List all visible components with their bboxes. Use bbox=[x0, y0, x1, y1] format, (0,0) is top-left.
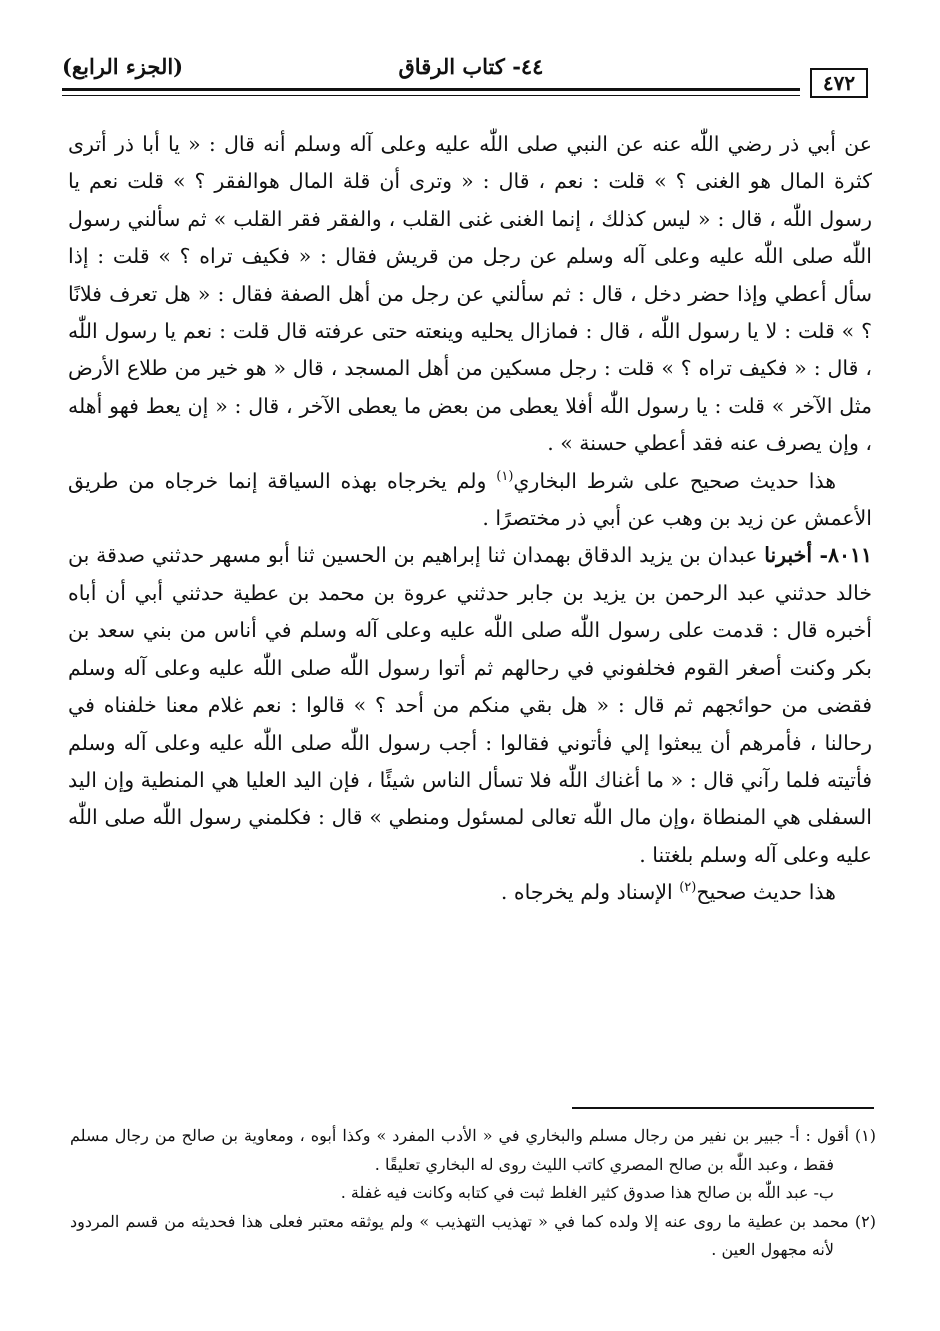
footnote-divider bbox=[572, 1107, 874, 1109]
grading-paragraph-1 bbox=[68, 463, 872, 538]
page-number: ٤٧٢ bbox=[810, 68, 868, 98]
footnote-1: (١) أقول : أ- جبير بن نفير من رجال مسلم والبخاري في « الأدب المفرد » وكذا أبوه ، ومعاوية بن صالح من رجال مسلم فقط ، وعبد اللّٰه بن صالح المصري كاتب الليث روى له البخاري تعليقًا . bbox=[70, 1126, 876, 1174]
grading-text-2a: هذا حديث صحيح bbox=[696, 880, 836, 905]
hadith-8011-paragraph bbox=[68, 537, 872, 874]
main-text bbox=[68, 126, 872, 912]
hadith-number: ٨٠١١- أخبرنا bbox=[764, 543, 872, 568]
footnote-ref-1: (١) bbox=[496, 468, 514, 484]
footnotes bbox=[70, 1122, 876, 1265]
footnote-1-b: ب- عبد اللّٰه بن صالح هذا صدوق كثير الغلط ثبت في كتابه وكانت فيه غفلة . bbox=[340, 1183, 834, 1202]
header-rule-thin bbox=[62, 95, 800, 96]
chapter-title: ٤٤- كتاب الرقاق bbox=[398, 54, 544, 79]
grading-paragraph-2 bbox=[68, 874, 872, 911]
hadith-text-paragraph: عن أبي ذر رضي اللّٰه عنه عن النبي صلى اللّٰه عليه وعلى آله وسلم أنه قال : « يا أبا ذر أترى كثرة المال هو الغنى ؟ » قلت : نعم ، قال : « وترى أن قلة المال هوالفقر ؟ » قلت نعم يا رسول اللّٰه ، قال : « ليس كذلك ، إنما الغنى غنى القلب ، والفقر فقر القلب » ثم سألني رسول اللّٰه صلى اللّٰه عليه وعلى آله وسلم عن رجل من قريش فقال : « فكيف تراه ؟ » قلت : إذا سأل أعطي وإذا حضر دخل ، قال : ثم سألني عن رجل من أهل الصفة فقال : « هل تعرف فلانًا ؟ » قلت : لا يا رسول اللّٰه ، قال : فمازال يحليه وينعته حتى عرفته قال قلت : نعم يا رسول اللّٰه ، قال : « فكيف تراه ؟ » قلت : رجل مسكين من أهل المسجد ، قال « هو خير من طلاع الأرض مثل الآخر » قلت : يا رسول اللّٰه أفلا يعطى من بعض ما يعطى الآخر ، قال : « إن يعط فهو أهله ، وإن يصرف عنه فقد أعطي حسنة » . bbox=[68, 132, 872, 456]
grading-text-2b: الإسناد ولم يخرجاه . bbox=[500, 880, 680, 905]
page-header bbox=[62, 46, 880, 106]
grading-text-1b: ولم يخرجاه بهذه السياقة إنما خرجاه من طريق الأعمش عن زيد بن وهب عن أبي ذر مختصرًا . bbox=[68, 468, 872, 531]
header-rule-thick bbox=[62, 88, 800, 91]
hadith-8011-text: عبدان بن يزيد الدقاق بهمدان ثنا إبراهيم بن الحسين ثنا أبو مسهر حدثني صدقة بن خالد حدثني عبد الرحمن بن يزيد بن جابر حدثني عروة بن محمد بن عطية حدثني أبي أن أباه أخبره قال : قدمت على رسول اللّٰه صلى اللّٰه عليه وعلى آله وسلم في أناس من بني سعد بن بكر وكنت أصغر القوم فخلفوني في رحالهم ثم أتوا رسول اللّٰه صلى اللّٰه عليه وعلى آله وسلم فقضى من حوائجهم ثم قال : « هل بقي منكم من أحد ؟ » قالوا : نعم غلام معنا خلفناه في رحالنا ، فأمرهم أن يبعثوا إلي فأتوني فقالوا : أجب رسول اللّٰه صلى اللّٰه عليه وعلى آله وسلم فأتيته فلما رآني قال : « ما أغناك اللّٰه فلا تسأل الناس شيئًا ، فإن اليد العليا هي المنطية وإن اليد السفلى هي المنطاة ،وإن مال اللّٰه تعالى لمسئول ومنطي » قال : فكلمني رسول اللّٰه صلى اللّٰه عليه وعلى آله وسلم بلغتنا . bbox=[68, 543, 872, 867]
part-label: (الجزء الرابع) bbox=[62, 54, 184, 79]
footnote-2: (٢) محمد بن عطية ما روى عنه إلا ولده كما في « تهذيب التهذيب » ولم يوثقه معتبر فعلى هذا فحديثه من قسم المردود لأنه مجهول العين . bbox=[70, 1211, 876, 1259]
footnote-ref-2: (٢) bbox=[679, 880, 697, 896]
grading-text-1a: هذا حديث صحيح على شرط البخاري bbox=[513, 468, 837, 493]
